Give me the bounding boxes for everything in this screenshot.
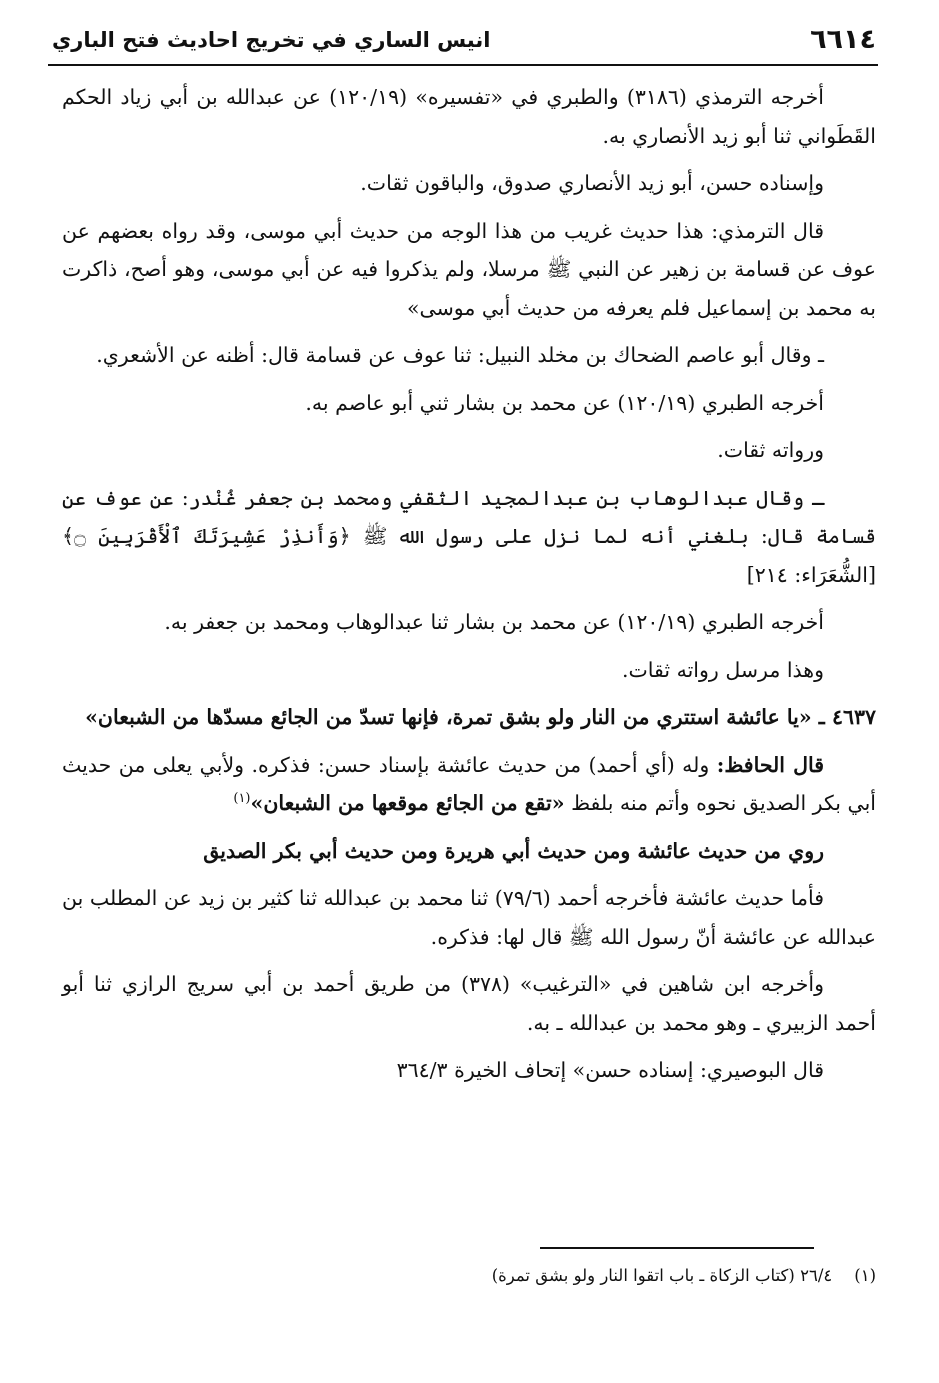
page-header [48, 22, 878, 66]
paragraph-takhrij-tirmidhi: أخرجه الترمذي (٣١٨٦) والطبري في «تفسيره» (١٢٠/١٩) عن عبدالله بن أبي زياد الحكم القَطَواني ثنا أبو زيد الأنصاري به. [62, 85, 876, 148]
paragraph-tirmidhi-comment: قال الترمذي: هذا حديث غريب من هذا الوجه من حديث أبي موسى، وقد رواه بعضهم عن عوف عن قسامة بن زهير عن النبي ﷺ مرسلا، ولم يذكروا فيه عن أبي موسى، وهو أصح، ذاكرت به محمد بن إسماعيل فلم يعرفه من حديث أبي موسى» [62, 218, 876, 320]
paragraph-qala-al-hafiz [62, 746, 876, 823]
paragraph-ruwatuhu-thiqat: ورواته ثقات. [717, 438, 824, 462]
paragraph-busiri: قال البوصيري: إسناده حسن» إتحاف الخيرة ٣٦٤/٣ [396, 1058, 824, 1082]
hafiz-quote: «تقع من الجائع موقعها من الشبعان» [250, 791, 565, 815]
paragraph-tabari-2: أخرجه الطبري (١٢٠/١٩) عن محمد بن بشار ثنا عبدالوهاب ومحمد بن جعفر به. [164, 610, 824, 634]
paragraph-aisha-ahmad: فأما حديث عائشة فأخرجه أحمد (٧٩/٦) ثنا محمد بن عبدالله ثنا كثير بن زيد عن المطلب بن عبدالله عن عائشة أنّ رسول الله ﷺ قال لها: فذكره. [62, 886, 876, 949]
hafiz-text: وله (أي أحمد) من حديث عائشة بإسناد حسن: فذكره. ولأبي يعلى من حديث أبي بكر الصديق نحوه وأتم منه بلفظ [62, 752, 876, 815]
footnote-divider [540, 1247, 814, 1249]
paragraph-mursal: وهذا مرسل رواته ثقات. [621, 657, 824, 682]
paragraph-tabari-1: أخرجه الطبري (١٢٠/١٩) عن محمد بن بشار ثني أبو عاصم به. [305, 390, 824, 415]
page-body [62, 78, 876, 1099]
running-title: انيس الساري في تخريج احاديث فتح الباري [52, 28, 491, 52]
hadith-entry-4637: ٤٦٣٧ ـ «يا عائشة استتري من النار ولو بشق تمرة، فإنها تسدّ من الجائع مسدّها من الشبعان» [85, 705, 876, 729]
paragraph-abdulwahhab: ـ وقال عبدالوهاب بن عبدالمجيد الثقفي ومحمد بن جعفر غُنْدر: عن عوف عن قسامة قال: بلغني أنه لما نزل على رسول الله ﷺ ﴿وَأَنذِرْ عَشِيرَتَكَ ٱلْأَقْرَبِينَ ۝﴾ [الشُّعَرَاء: ٢١٤] [62, 485, 876, 587]
footnote-text: ٢٦/٤ (كتاب الزكاة ـ باب اتقوا النار ولو بشق تمرة) [491, 1266, 833, 1285]
paragraph-ibn-shahin: وأخرجه ابن شاهين في «الترغيب» (٣٧٨) من طريق أحمد بن أبي سريج الرازي ثنا أبو أحمد الزبيري ـ وهو محمد بن عبدالله ـ به. [62, 972, 876, 1035]
footnote-marker: (١) [233, 791, 251, 807]
footnote-number: (١) [854, 1266, 876, 1285]
paragraph-isnad-hasan: وإسناده حسن، أبو زيد الأنصاري صدوق، والباقون ثقات. [360, 171, 824, 195]
paragraph-abu-asim: ـ وقال أبو عاصم الضحاك بن مخلد النبيل: ثنا عوف عن قسامة قال: أظنه عن الأشعري. [96, 343, 824, 367]
hafiz-lead: قال الحافظ: [716, 752, 825, 777]
footnote [62, 1262, 876, 1290]
section-subheading: روي من حديث عائشة ومن حديث أبي هريرة ومن حديث أبي بكر الصديق [203, 838, 824, 863]
page-number: ٦٦١٤ [810, 24, 876, 55]
